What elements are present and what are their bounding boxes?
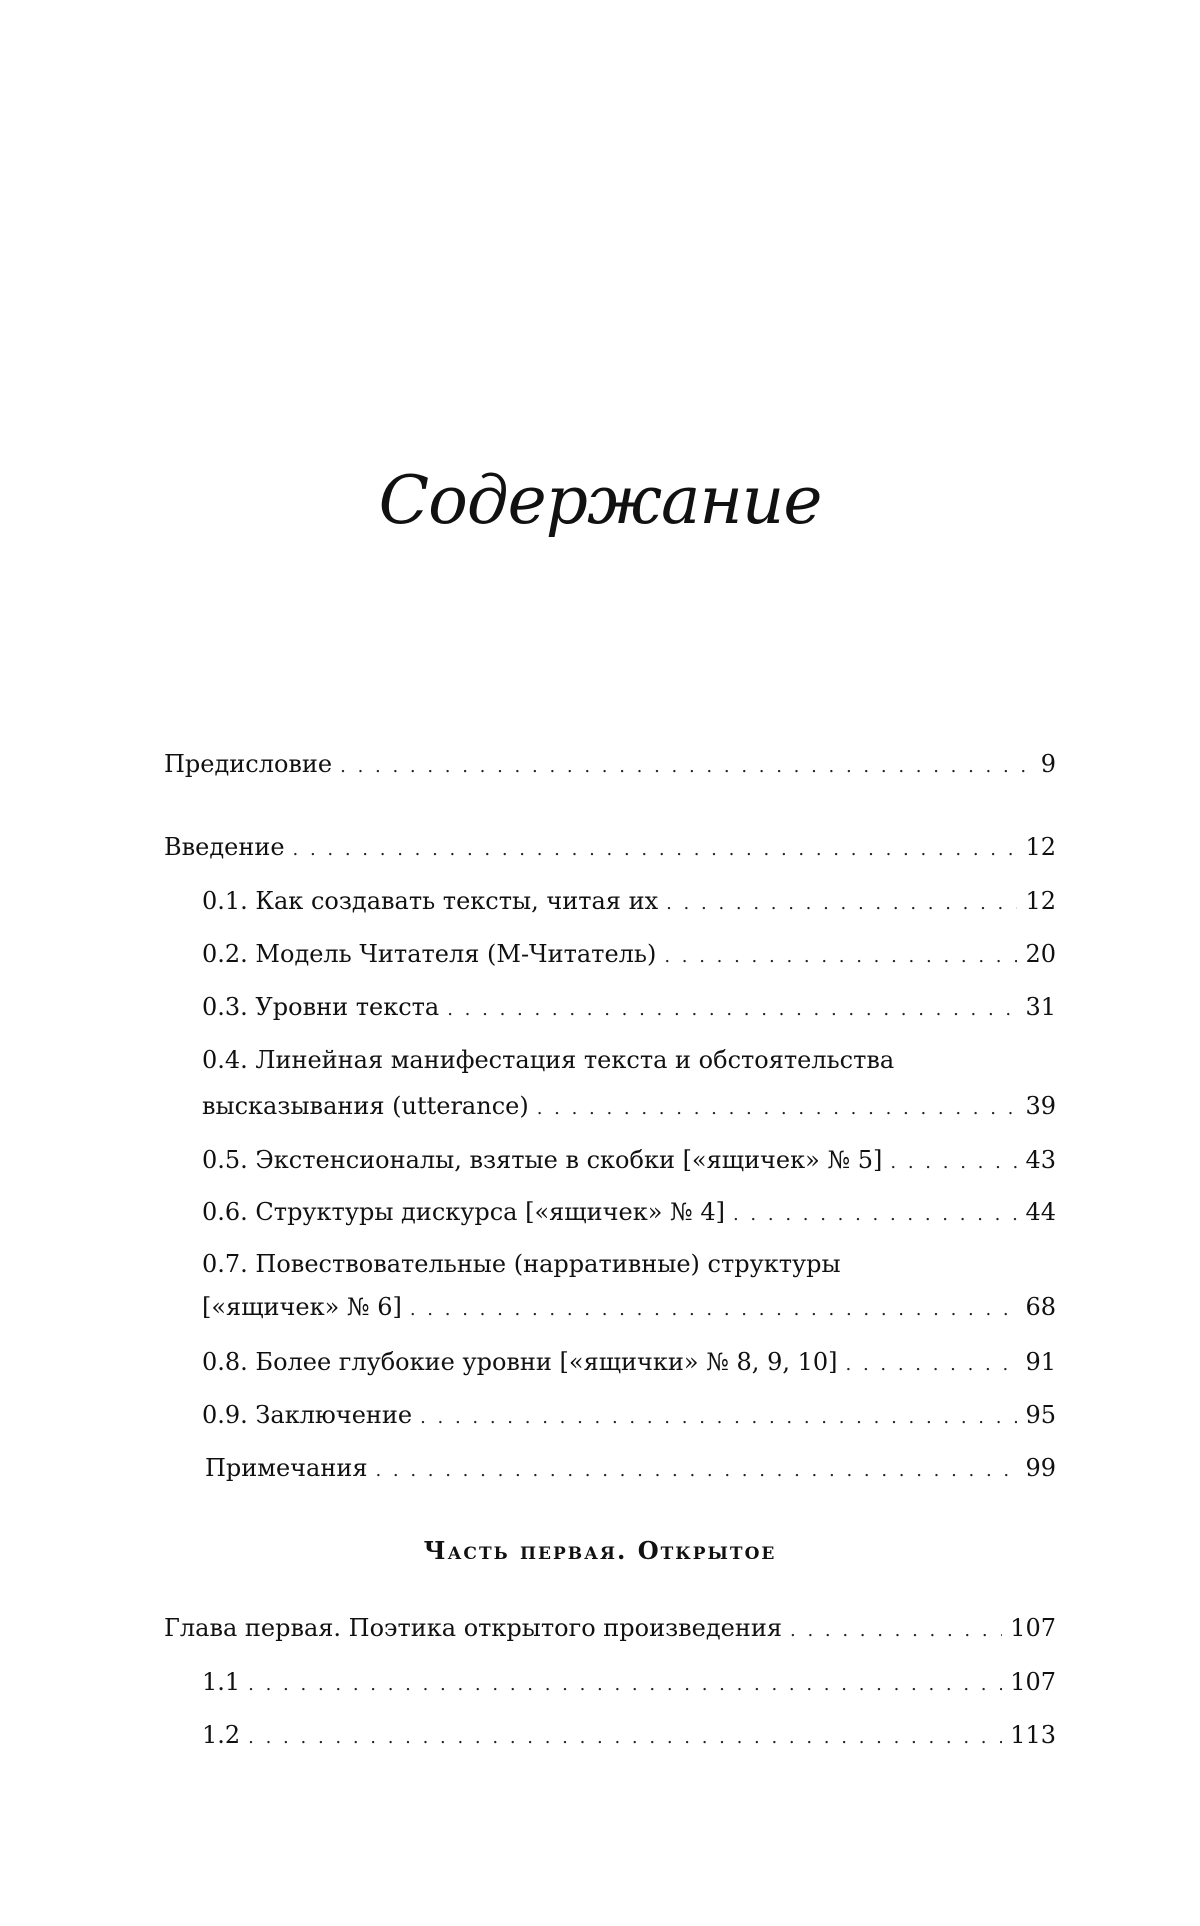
toc-page-number: 68 [1025,1293,1056,1321]
toc-entry-0-1 [202,886,1056,919]
toc-entry-label: 0.2. Модель Читателя (М-Читатель) [202,940,657,968]
dot-leader [733,1200,1017,1230]
toc-entry-preface [164,749,1056,782]
dot-leader [340,752,1033,782]
toc-entry-0-4-line1: 0.4. Линейная манифестация текста и обстоятельства [202,1046,895,1074]
toc-entry-intro [164,832,1056,865]
toc-page-number: 99 [1025,1454,1056,1482]
toc-entry-0-2 [202,939,1056,972]
toc-entry-0-4 [202,1091,1056,1124]
toc-page-number: 107 [1010,1614,1056,1642]
toc-page-number: 9 [1040,750,1056,778]
toc-entry-label: 0.9. Заключение [202,1401,413,1429]
dot-leader [664,942,1017,972]
toc-page-number: 107 [1010,1668,1056,1696]
dot-leader [447,995,1017,1025]
toc-entry-0-9 [202,1400,1056,1433]
toc-entry-label: 0.6. Структуры дискурса [«ящичек» № 4] [202,1198,725,1226]
dot-leader [420,1403,1017,1433]
toc-entry-chapter-1 [164,1613,1056,1646]
toc-entry-label: 1.1 [202,1668,241,1696]
toc-entry-0-7-line1: 0.7. Повествовательные (нарративные) структуры [202,1250,841,1278]
toc-page-number: 91 [1025,1348,1056,1376]
dot-leader [846,1350,1018,1380]
dot-leader [537,1094,1018,1124]
toc-entry-1-2 [202,1720,1056,1753]
dot-leader [248,1723,1002,1753]
toc-entry-label: Глава первая. Поэтика открытого произведения [164,1614,782,1642]
dot-leader [293,835,1018,865]
toc-page-number: 12 [1025,887,1056,915]
toc-entry-label: Введение [164,833,285,861]
toc-entry-label: Примечания [205,1454,368,1482]
toc-page-number: 113 [1010,1721,1056,1749]
toc-entry-label: [«ящичек» № 6] [202,1293,402,1321]
toc-page-number: 44 [1025,1198,1056,1226]
toc-page-number: 31 [1025,993,1056,1021]
toc-entry-label: высказывания (utterance) [202,1092,529,1120]
toc-entry-label: 1.2 [202,1721,241,1749]
dot-leader [375,1456,1017,1486]
part-heading: Часть первая. Открытое [423,1536,777,1565]
toc-entry-notes [205,1453,1056,1486]
toc-entry-0-6 [202,1197,1056,1230]
toc-entry-0-3 [202,992,1056,1025]
toc-page-number: 20 [1025,940,1056,968]
dot-leader [410,1295,1018,1325]
toc-page-number: 12 [1025,833,1056,861]
toc-entry-0-5 [202,1145,1056,1178]
toc-page-number: 39 [1025,1092,1056,1120]
toc-entry-label: 0.1. Как создавать тексты, читая их [202,887,659,915]
toc-entry-0-8 [202,1347,1056,1380]
page-title: Содержание [378,462,822,539]
toc-entry-label: Предисловие [164,750,333,778]
toc-entry-label: 0.5. Экстенсионалы, взятые в скобки [«ящичек» № 5] [202,1146,883,1174]
dot-leader [790,1616,1002,1646]
dot-leader [890,1148,1017,1178]
toc-entry-label: 0.8. Более глубокие уровни [«ящички» № 8, 9, 10] [202,1348,838,1376]
toc-entry-1-1 [202,1667,1056,1700]
toc-page-number: 43 [1025,1146,1056,1174]
dot-leader [248,1670,1002,1700]
toc-entry-label: 0.3. Уровни текста [202,993,440,1021]
toc-entry-0-7 [202,1292,1056,1325]
toc-page-number: 95 [1025,1401,1056,1429]
dot-leader [666,889,1017,919]
